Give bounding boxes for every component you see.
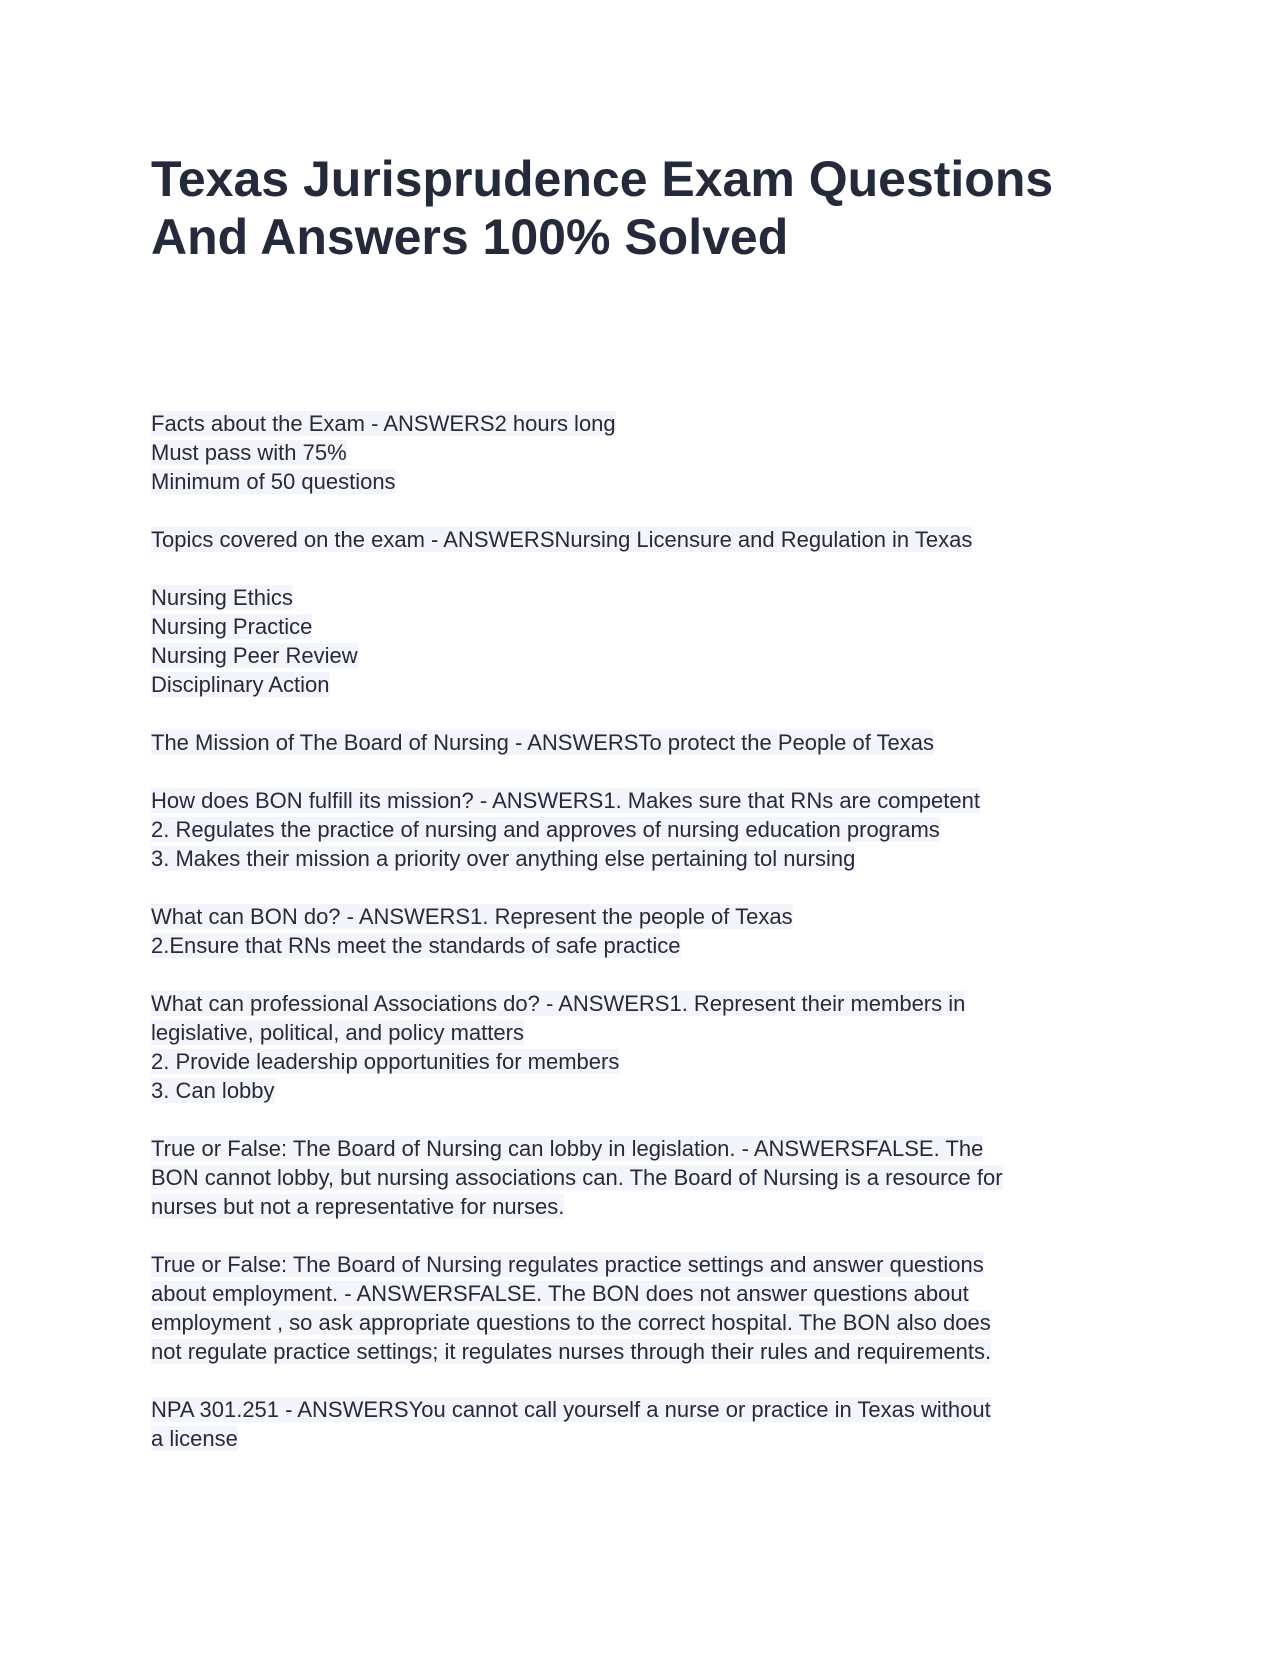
text-line <box>151 815 1151 844</box>
text-line <box>151 1337 1151 1366</box>
text-line <box>151 438 1151 467</box>
text-line-content: about employment. - ANSWERSFALSE. The BON does not answer questions about <box>151 1281 969 1306</box>
text-line-content: 3. Can lobby <box>151 1078 275 1103</box>
text-line-content: Nursing Practice <box>151 614 313 639</box>
document-body <box>151 409 1151 1482</box>
text-line-content: nurses but not a representative for nurses. <box>151 1194 565 1219</box>
text-line-content: 3. Makes their mission a priority over anything else pertaining tol nursing <box>151 846 856 871</box>
title-line: And Answers 100% Solved <box>151 209 789 265</box>
text-line <box>151 612 1151 641</box>
text-line-content: NPA 301.251 - ANSWERSYou cannot call yourself a nurse or practice in Texas without <box>151 1397 991 1422</box>
text-line <box>151 467 1151 496</box>
qa-paragraph <box>151 1395 1151 1453</box>
text-line-content: Must pass with 75% <box>151 440 347 465</box>
text-line <box>151 525 1151 554</box>
text-line-content: BON cannot lobby, but nursing associations can. The Board of Nursing is a resource for <box>151 1165 1003 1190</box>
text-line-content: What can professional Associations do? - ANSWERS1. Represent their members in <box>151 991 966 1016</box>
text-line <box>151 583 1151 612</box>
text-line-content: legislative, political, and policy matters <box>151 1020 524 1045</box>
qa-paragraph <box>151 728 1151 757</box>
text-line <box>151 1395 1151 1424</box>
qa-paragraph <box>151 409 1151 496</box>
text-line <box>151 902 1151 931</box>
text-line-content: employment , so ask appropriate questions to the correct hospital. The BON also does <box>151 1310 991 1335</box>
qa-paragraph <box>151 1134 1151 1221</box>
text-line-content: 2. Provide leadership opportunities for members <box>151 1049 620 1074</box>
qa-paragraph <box>151 786 1151 873</box>
text-line <box>151 1134 1151 1163</box>
text-line <box>151 989 1151 1018</box>
document-title <box>151 150 1053 266</box>
text-line <box>151 786 1151 815</box>
text-line <box>151 1308 1151 1337</box>
qa-paragraph <box>151 1250 1151 1366</box>
text-line-content: Topics covered on the exam - ANSWERSNursing Licensure and Regulation in Texas <box>151 527 973 552</box>
text-line-content: True or False: The Board of Nursing can lobby in legislation. - ANSWERSFALSE. The <box>151 1136 984 1161</box>
text-line-content: Minimum of 50 questions <box>151 469 396 494</box>
text-line-content: 2.Ensure that RNs meet the standards of safe practice <box>151 933 681 958</box>
qa-paragraph <box>151 902 1151 960</box>
text-line-content: a license <box>151 1426 238 1451</box>
text-line-content: 2. Regulates the practice of nursing and approves of nursing education programs <box>151 817 940 842</box>
qa-paragraph <box>151 525 1151 554</box>
title-line: Texas Jurisprudence Exam Questions <box>151 151 1054 207</box>
text-line <box>151 1163 1151 1192</box>
text-line-content: Nursing Peer Review <box>151 643 358 668</box>
text-line-content: not regulate practice settings; it regulates nurses through their rules and requirements. <box>151 1339 992 1364</box>
text-line-content: How does BON fulfill its mission? - ANSWERS1. Makes sure that RNs are competent <box>151 788 980 813</box>
text-line-content: True or False: The Board of Nursing regulates practice settings and answer questions <box>151 1252 984 1277</box>
text-line <box>151 1076 1151 1105</box>
text-line <box>151 1424 1151 1453</box>
text-line <box>151 1279 1151 1308</box>
text-line <box>151 728 1151 757</box>
text-line-content: Nursing Ethics <box>151 585 293 610</box>
text-line-content: Disciplinary Action <box>151 672 330 697</box>
qa-paragraph <box>151 989 1151 1105</box>
text-line-content: What can BON do? - ANSWERS1. Represent the people of Texas <box>151 904 793 929</box>
text-line <box>151 1250 1151 1279</box>
text-line <box>151 1047 1151 1076</box>
text-line-content: Facts about the Exam - ANSWERS2 hours long <box>151 411 616 436</box>
text-line <box>151 1018 1151 1047</box>
text-line <box>151 844 1151 873</box>
text-line <box>151 1192 1151 1221</box>
text-line <box>151 931 1151 960</box>
qa-paragraph <box>151 583 1151 699</box>
text-line-content: The Mission of The Board of Nursing - ANSWERSTo protect the People of Texas <box>151 730 935 755</box>
text-line <box>151 409 1151 438</box>
text-line <box>151 641 1151 670</box>
text-line <box>151 670 1151 699</box>
